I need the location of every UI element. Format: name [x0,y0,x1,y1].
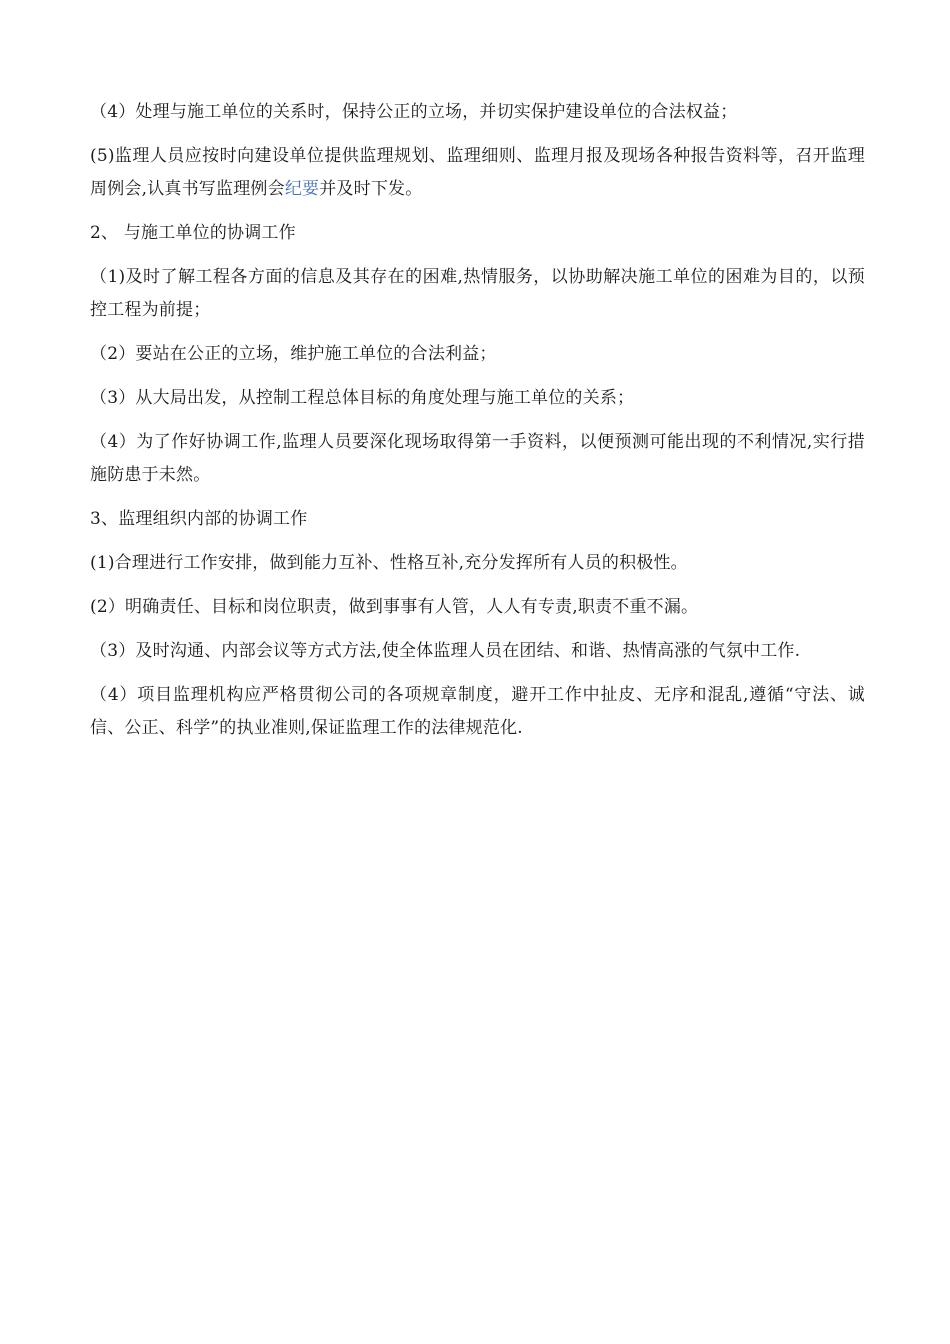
paragraph-report-materials [90,140,865,206]
paragraph-work-arrangement: (1)合理进行工作安排，做到能力互补、性格互补,充分发挥所有人员的积极性。 [90,553,688,573]
document-body [90,96,865,756]
paragraph-report-materials-tail: 并及时下发。 [319,179,423,199]
paragraph-site-information: （4）为了作好协调工作,监理人员要深化现场取得第一手资料，以便预测可能出现的不利情况,实行措施防患于未然。 [90,432,865,485]
paragraph-responsibilities: (2）明确责任、目标和岗位职责，做到事事有人管，人人有专责,职责不重不漏。 [90,597,699,617]
paragraph-understand-difficulties: （1)及时了解工程各方面的信息及其存在的困难,热情服务，以协助解决施工单位的困难为目的，以预控工程为前提； [90,267,865,320]
paragraph-fair-position: （2）要站在公正的立场，维护施工单位的合法利益； [90,344,497,364]
section-heading-internal-coordination: 3、监理组织内部的协调工作 [90,509,308,529]
section-heading-contractor-coordination: 2、 与施工单位的协调工作 [90,223,296,243]
paragraph-communication: （3）及时沟通、内部会议等方式方法,使全体监理人员在团结、和谐、热情高涨的气氛中工作. [90,641,801,661]
paragraph-report-materials-text: (5)监理人员应按时向建设单位提供监理规划、监理细则、监理月报及现场各种报告资料等，召开监理周例会,认真书写监理例会 [90,146,865,199]
minutes-link[interactable]: 纪要 [284,179,320,199]
paragraph-handle-contractor-relations: （4）处理与施工单位的关系时，保持公正的立场，并切实保护建设单位的合法权益； [90,102,738,122]
paragraph-overall-goal: （3）从大局出发，从控制工程总体目标的角度处理与施工单位的关系； [90,388,635,408]
paragraph-rules-compliance: （4）项目监理机构应严格贯彻公司的各项规章制度，避开工作中扯皮、无序和混乱,遵循“守法、诚信、公正、科学”的执业准则,保证监理工作的法律规范化. [90,685,865,738]
